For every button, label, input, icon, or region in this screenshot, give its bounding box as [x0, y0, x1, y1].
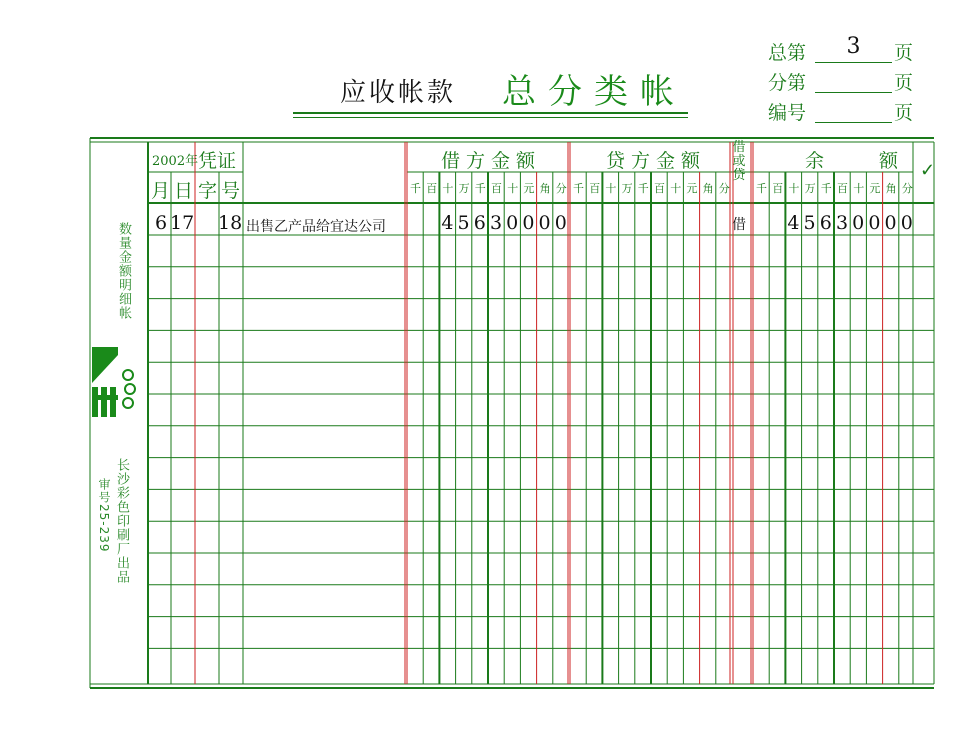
unit-label: 千 [820, 182, 832, 195]
unit-label: 百 [589, 182, 601, 195]
unit-label: 千 [573, 182, 584, 195]
header-debit: 借方金额 [441, 150, 542, 172]
header-voucher: 凭证 [198, 150, 237, 172]
unit-label: 千 [410, 182, 421, 195]
balance-amount-digit: 3 [835, 212, 849, 234]
side-publisher: 长沙彩色印刷厂出品 [114, 458, 129, 584]
unit-label: 万 [621, 182, 633, 195]
row-dc-flag: 借 [732, 217, 746, 233]
unit-label: 分 [901, 182, 913, 195]
debit-amount-digit: 0 [554, 212, 567, 234]
balance-amount-digit: 6 [819, 212, 832, 234]
unit-label: 分 [718, 182, 730, 195]
header-day: 日 [174, 180, 194, 202]
unit-label: 角 [885, 182, 897, 195]
page-info-suffix: 页 [894, 72, 914, 94]
account-title: 应收帐款 [340, 78, 457, 108]
unit-label: 百 [491, 182, 502, 195]
header-month: 月 [151, 180, 171, 202]
row-month: 6 [154, 212, 168, 234]
unit-label: 元 [869, 182, 881, 195]
unit-label: 元 [523, 182, 535, 195]
unit-label: 元 [686, 182, 698, 195]
header-balance: 余 额 [805, 150, 917, 172]
debit-amount-digit: 3 [489, 212, 503, 234]
unit-label: 分 [555, 182, 567, 195]
debit-amount-digit: 5 [457, 212, 470, 234]
balance-amount-digit: 0 [900, 212, 913, 234]
unit-label: 十 [507, 182, 519, 195]
unit-label: 千 [756, 182, 767, 195]
debit-amount-digit: 0 [522, 212, 535, 234]
unit-label: 十 [605, 182, 617, 195]
row-day: 17 [170, 212, 195, 234]
unit-label: 千 [474, 182, 486, 195]
row-voucher-number: 18 [218, 212, 243, 234]
unit-label: 千 [637, 182, 649, 195]
header-credit: 贷方金额 [606, 150, 707, 172]
unit-label: 十 [442, 182, 454, 195]
debit-amount-digit: 4 [441, 212, 454, 234]
header-zi: 字 [198, 180, 218, 202]
unit-label: 角 [539, 182, 551, 195]
debit-amount-digit: 0 [538, 212, 551, 234]
unit-label: 十 [788, 182, 800, 195]
unit-label: 十 [853, 182, 865, 195]
header-hao: 号 [221, 180, 241, 202]
debit-amount-digit: 6 [473, 212, 486, 234]
unit-label: 百 [654, 182, 665, 195]
header-dc-flag: 借或贷 [732, 140, 746, 183]
side-approval-no: 审号25-239 [97, 478, 111, 553]
unit-label: 百 [426, 182, 438, 195]
unit-label: 百 [772, 182, 784, 195]
page-info-label: 总第 [768, 42, 807, 64]
unit-label: 百 [837, 182, 848, 195]
balance-amount-digit: 0 [884, 212, 897, 234]
unit-label: 万 [804, 182, 816, 195]
header-year: 2002年 [152, 154, 199, 169]
page-info-label: 编号 [768, 102, 807, 124]
check-icon: ✓ [920, 160, 936, 181]
unit-label: 角 [702, 182, 714, 195]
balance-amount-digit: 0 [852, 212, 865, 234]
side-label-top: 数量金额明细帐 [116, 222, 131, 320]
page-info-suffix: 页 [894, 42, 914, 64]
balance-amount-digit: 4 [787, 212, 800, 234]
balance-amount-digit: 5 [803, 212, 816, 234]
page-info-label: 分第 [768, 72, 807, 94]
unit-label: 十 [670, 182, 682, 195]
page-info-suffix: 页 [894, 102, 914, 124]
unit-label: 万 [458, 182, 470, 195]
row-summary: 出售乙产品给宜达公司 [246, 219, 386, 235]
balance-amount-digit: 0 [868, 212, 881, 234]
debit-amount-digit: 0 [506, 212, 519, 234]
page-info-value: 3 [846, 34, 861, 59]
ledger-title: 总分类帐 [502, 72, 686, 112]
